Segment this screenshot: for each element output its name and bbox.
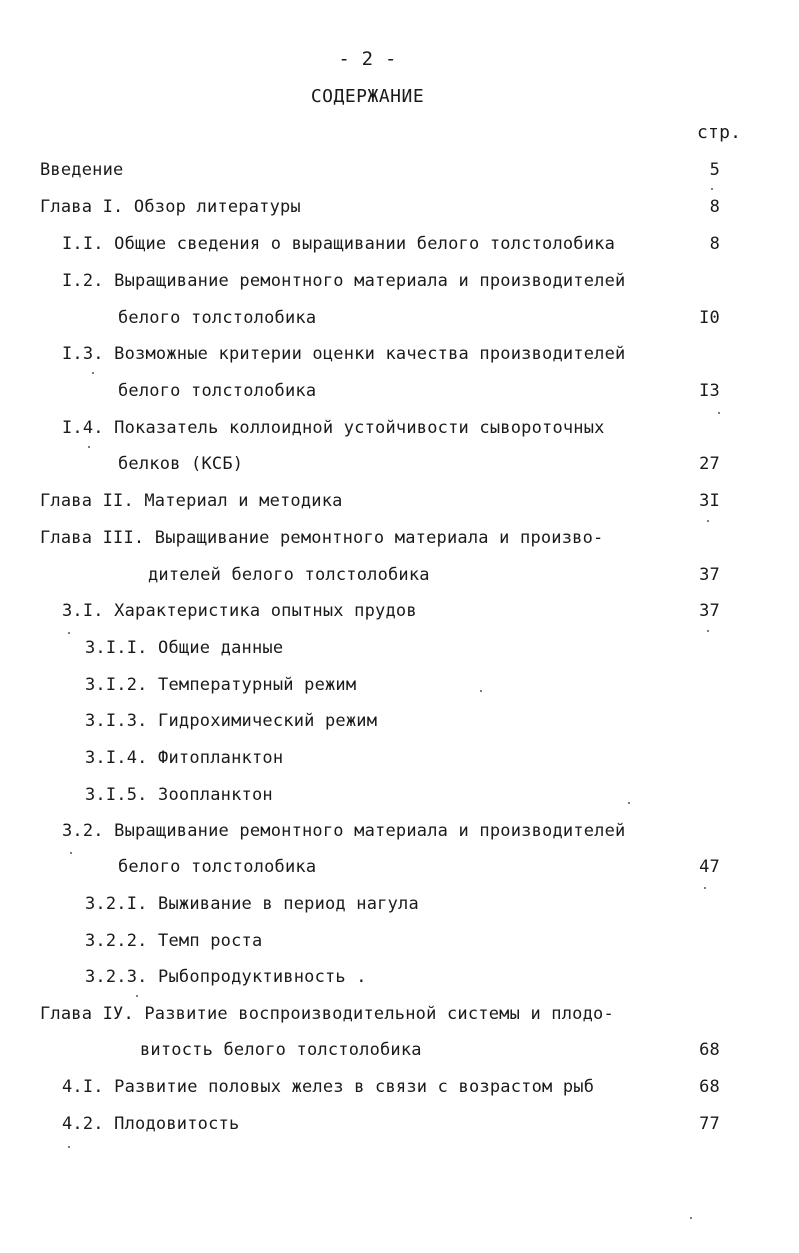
toc-entry-text: 3.2.3. Рыбопродуктивность . xyxy=(85,967,367,987)
toc-entry-text: белого толстолобика xyxy=(118,308,317,328)
page-column-label: стр. xyxy=(697,122,742,143)
toc-entry-text: 4.I. Развитие половых желез в связи с возрастом рыб xyxy=(62,1077,595,1097)
toc-entry-page: 8 xyxy=(709,197,720,217)
toc-entry-text: белого толстолобика xyxy=(118,857,317,877)
toc-entry-page: 47 xyxy=(699,857,720,877)
toc-entry-text: витость белого толстолобика xyxy=(140,1040,422,1060)
scan-speck xyxy=(136,995,138,997)
page-title: СОДЕРЖАНИЕ xyxy=(310,86,425,107)
toc-entry-page: I0 xyxy=(699,308,720,328)
toc-entry-text: 3.I.2. Температурный режим xyxy=(85,675,357,695)
toc-entry-text: I.2. Выращивание ремонтного материала и производителей xyxy=(62,271,626,291)
toc-entry-text: 3.I. Характеристика опытных прудов xyxy=(62,601,417,621)
toc-entry-text: белого толстолобика xyxy=(118,381,317,401)
toc-entry-text: Глава II. Материал и методика xyxy=(40,491,343,511)
toc-entry-page: 68 xyxy=(699,1077,720,1097)
toc-entry-text: I.3. Возможные критерии оценки качества производителей xyxy=(62,344,626,364)
toc-entry-text: Глава IУ. Развитие воспроизводительной системы и плодо- xyxy=(40,1004,614,1024)
scan-speck xyxy=(480,690,482,692)
toc-entry-text: 3.2.2. Темп роста xyxy=(85,931,263,951)
toc-entry-text: 4.2. Плодовитость xyxy=(62,1114,240,1134)
scan-speck xyxy=(70,852,72,854)
scan-speck xyxy=(704,887,706,889)
scan-speck xyxy=(711,188,713,190)
toc-entry-page: 68 xyxy=(699,1040,720,1060)
scan-speck xyxy=(718,412,720,414)
scan-speck xyxy=(690,1217,692,1219)
toc-entry-text: белков (КСБ) xyxy=(118,454,244,474)
toc-entry-text: 3.I.3. Гидрохимический режим xyxy=(85,711,378,731)
toc-entry-text: Глава I. Обзор литературы xyxy=(40,197,301,217)
scan-speck xyxy=(88,446,90,448)
scan-speck xyxy=(92,372,94,374)
scan-speck xyxy=(628,802,630,804)
toc-entry-text: 3.I.5. Зоопланктон xyxy=(85,785,273,805)
toc-entry-text: 3.2. Выращивание ремонтного материала и производителей xyxy=(62,821,626,841)
scan-speck xyxy=(707,520,709,522)
toc-entry-page: 37 xyxy=(699,565,720,585)
toc-entry-page: 8 xyxy=(709,234,720,254)
scan-speck xyxy=(68,1146,70,1148)
toc-entry-page: 5 xyxy=(709,160,720,180)
page-number: - 2 - xyxy=(338,48,397,70)
toc-entry-page: 77 xyxy=(699,1114,720,1134)
toc-entry-page: 27 xyxy=(699,454,720,474)
toc-entry-text: 3.I.I. Общие данные xyxy=(85,638,284,658)
toc-entry-text: I.I. Общие сведения о выращивании белого толстолобика xyxy=(62,234,616,254)
toc-entry-text: Введение xyxy=(40,160,124,180)
toc-entry-page: I3 xyxy=(699,381,720,401)
toc-entry-text: 3.2.I. Выживание в период нагула xyxy=(85,894,419,914)
scan-speck xyxy=(68,632,70,634)
toc-entry-text: дителей белого толстолобика xyxy=(148,565,430,585)
toc-entry-page: 3I xyxy=(699,491,720,511)
toc-entry-text: I.4. Показатель коллоидной устойчивости сывороточных xyxy=(62,418,605,438)
scan-speck xyxy=(707,630,709,632)
toc-entry-text: Глава III. Выращивание ремонтного материала и произво- xyxy=(40,528,604,548)
toc-entry-page: 37 xyxy=(699,601,720,621)
toc-entry-text: 3.I.4. Фитопланктон xyxy=(85,748,284,768)
